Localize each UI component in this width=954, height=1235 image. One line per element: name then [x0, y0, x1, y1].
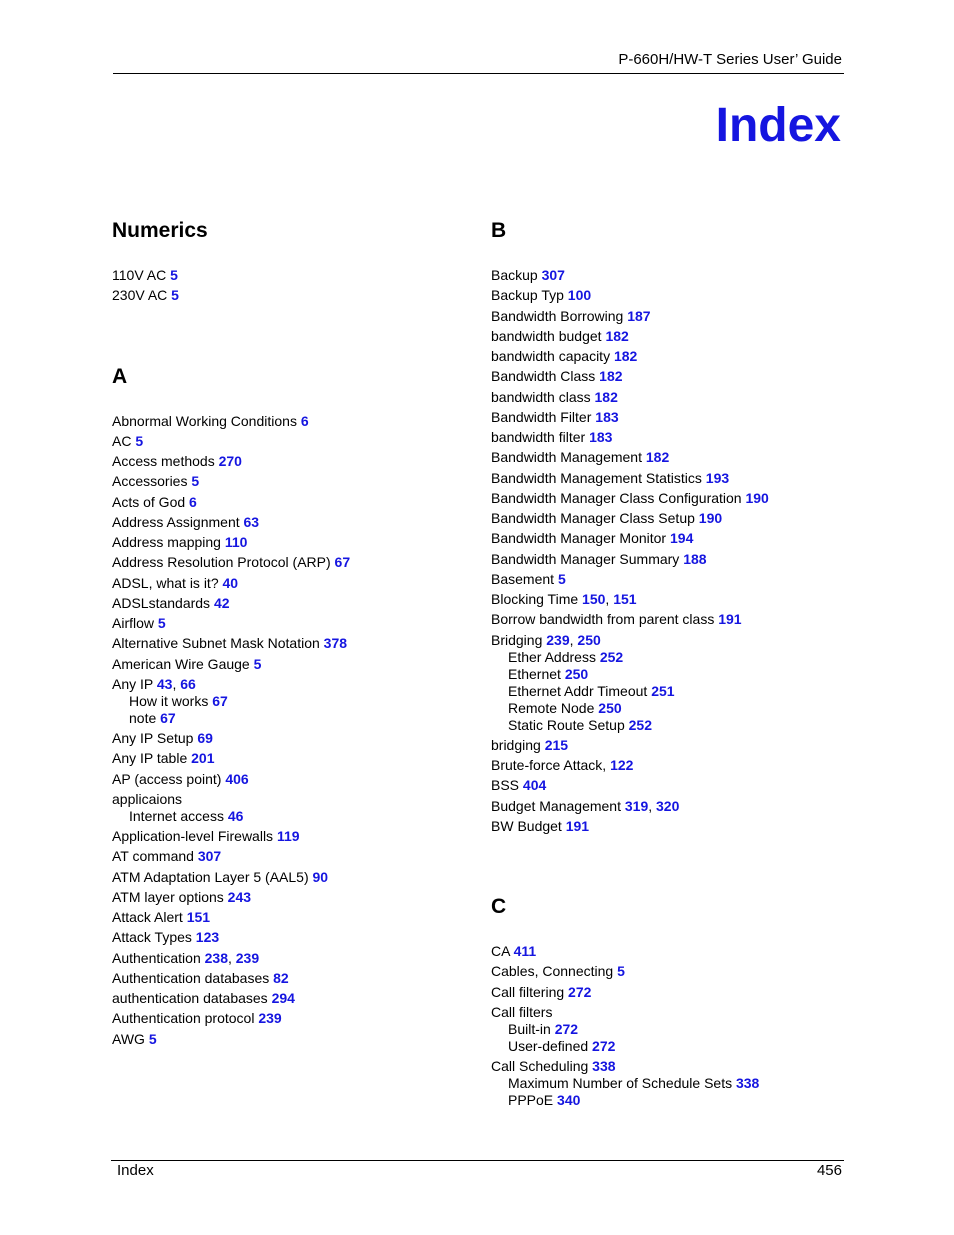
- index-term: Bandwidth Manager Monitor: [491, 530, 670, 547]
- index-term: ATM layer options: [112, 888, 228, 905]
- index-entry: [491, 389, 851, 406]
- index-term: Acts of God: [112, 493, 190, 510]
- page-link[interactable]: 46: [227, 807, 244, 824]
- index-term: Call filtering: [491, 983, 569, 1000]
- page-link[interactable]: 338: [735, 1075, 760, 1091]
- page-link[interactable]: 194: [670, 530, 694, 547]
- index-entry: [491, 449, 851, 466]
- index-term: AT command: [112, 848, 198, 865]
- index-term: Ethernet Addr Timeout: [508, 682, 652, 699]
- index-term: 110V AC: [112, 267, 171, 283]
- index-term: applicaions: [112, 790, 183, 807]
- index-entry: [112, 267, 472, 284]
- index-entry: [112, 635, 472, 652]
- index-entry: [112, 950, 472, 967]
- index-term: bandwidth class: [491, 388, 595, 405]
- page-link[interactable]: 5: [148, 1030, 157, 1047]
- page-link[interactable]: 250: [598, 699, 622, 716]
- index-term: Built-in: [508, 1020, 555, 1037]
- index-term: Attack Types: [112, 929, 196, 946]
- section-heading: A: [112, 364, 128, 388]
- page-link[interactable]: 193: [705, 469, 730, 486]
- page-link[interactable]: 43: [156, 675, 173, 692]
- index-term: Internet access: [129, 807, 228, 824]
- index-column-right: [491, 216, 851, 1112]
- index-term: Bandwidth Manager Class Configuration: [491, 489, 746, 506]
- index-term: 230V AC: [112, 287, 172, 304]
- index-entry: [112, 929, 472, 946]
- index-subentry: [491, 666, 851, 683]
- page-title: Index: [715, 99, 841, 152]
- index-term: Backup Typ: [491, 287, 568, 304]
- index-entry: [491, 963, 851, 980]
- index-term: Borrow bandwidth from parent class: [491, 611, 719, 628]
- index-entry-list: [491, 943, 851, 1109]
- index-entry: [112, 828, 472, 845]
- index-entry: [112, 554, 472, 571]
- index-entry: [112, 730, 472, 747]
- page-link[interactable]: 250: [577, 631, 601, 648]
- index-subentry: [491, 717, 851, 734]
- index-term: Budget Management: [491, 797, 625, 814]
- index-subentry: [112, 808, 472, 825]
- index-entry: [491, 611, 851, 628]
- page-link[interactable]: 90: [312, 868, 329, 885]
- index-subentry: [491, 1075, 851, 1092]
- index-entry: [491, 308, 851, 325]
- index-term: American Wire Gauge: [112, 655, 254, 672]
- section-spacer: [112, 308, 472, 362]
- index-term: BSS: [491, 777, 523, 794]
- page-link[interactable]: 100: [567, 287, 592, 304]
- index-entry: [112, 575, 472, 592]
- page-link[interactable]: 239: [235, 949, 260, 966]
- index-entry: [112, 750, 472, 767]
- index-term: Address mapping: [112, 534, 225, 550]
- page-link[interactable]: 67: [160, 709, 176, 726]
- index-entry: [491, 632, 851, 649]
- index-subentry: [491, 1021, 851, 1038]
- index-entry: [491, 530, 851, 547]
- page-link[interactable]: 182: [613, 348, 638, 364]
- index-entry: [491, 984, 851, 1001]
- index-subentry: [491, 700, 851, 717]
- page-link[interactable]: 272: [554, 1020, 579, 1037]
- index-term: Ether Address: [508, 648, 600, 665]
- index-term: AP (access point): [112, 770, 226, 787]
- index-term: Cables, Connecting: [491, 963, 618, 980]
- index-column-left: [112, 216, 472, 1051]
- index-entry: [112, 534, 472, 551]
- page-link[interactable]: 188: [683, 550, 707, 567]
- index-entry: [491, 1004, 851, 1021]
- section-heading: B: [491, 219, 507, 242]
- index-entry: [112, 676, 472, 693]
- page-separator: ,: [648, 797, 657, 814]
- page-link[interactable]: 5: [253, 655, 262, 672]
- page-link[interactable]: 182: [594, 388, 618, 405]
- page-link[interactable]: 183: [595, 408, 619, 425]
- index-entry: [112, 514, 472, 531]
- index-term: How it works: [129, 692, 213, 709]
- page-link[interactable]: 119: [276, 828, 300, 844]
- index-entry: [112, 990, 472, 1007]
- page-link[interactable]: 272: [568, 983, 592, 1000]
- index-subentry: [491, 683, 851, 700]
- index-subentry: [491, 1038, 851, 1055]
- page-number: 456: [816, 1162, 842, 1179]
- page-link[interactable]: 201: [191, 750, 215, 767]
- index-entry: [491, 490, 851, 507]
- page-link[interactable]: 5: [191, 473, 200, 490]
- page-link[interactable]: 243: [227, 888, 252, 905]
- index-term: bridging: [491, 736, 545, 753]
- index-entry: [491, 348, 851, 365]
- index-term: Bridging: [491, 631, 547, 648]
- index-entry: [491, 409, 851, 426]
- index-entry: [112, 287, 472, 304]
- page-link[interactable]: 307: [541, 267, 565, 283]
- index-term: Backup: [491, 267, 542, 283]
- page-link[interactable]: 5: [170, 267, 178, 283]
- page-link[interactable]: 239: [546, 631, 570, 648]
- page-link[interactable]: 67: [212, 692, 228, 709]
- page-link[interactable]: 6: [300, 412, 309, 429]
- page-link[interactable]: 63: [243, 513, 260, 530]
- index-entry: [491, 757, 851, 774]
- index-term: Bandwidth Filter: [491, 408, 596, 425]
- index-term: Brute-force Attack,: [491, 757, 611, 773]
- index-term: Ethernet: [508, 665, 565, 682]
- page-link[interactable]: 411: [513, 943, 537, 959]
- index-term: Bandwidth Manager Class Setup: [491, 510, 699, 526]
- page-link[interactable]: 183: [589, 429, 613, 445]
- index-term: Call filters: [491, 1003, 553, 1020]
- index-term: Access methods: [112, 453, 219, 469]
- index-term: CA: [491, 943, 514, 959]
- index-term: BW Budget: [491, 817, 566, 834]
- index-entry: [112, 615, 472, 632]
- index-term: AWG: [112, 1030, 149, 1047]
- page-link[interactable]: 250: [564, 665, 589, 682]
- index-term: Attack Alert: [112, 909, 187, 925]
- index-term: Bandwidth Borrowing: [491, 307, 628, 324]
- page-link[interactable]: 190: [698, 510, 723, 526]
- index-entry: [112, 595, 472, 612]
- index-term: PPPoE: [508, 1092, 558, 1108]
- page-link[interactable]: 66: [180, 675, 196, 692]
- page-separator: ,: [227, 949, 236, 966]
- index-entry-list: [491, 267, 851, 835]
- page-link[interactable]: 272: [592, 1037, 616, 1054]
- page-link[interactable]: 191: [718, 611, 742, 628]
- index-entry: [491, 470, 851, 487]
- page-link[interactable]: 191: [565, 817, 590, 834]
- page-link[interactable]: 239: [258, 1010, 282, 1027]
- index-term: Authentication: [112, 949, 205, 966]
- index-entry: [491, 287, 851, 304]
- page-link[interactable]: 82: [273, 969, 289, 986]
- page-link[interactable]: 69: [197, 730, 213, 746]
- index-term: Bandwidth Class: [491, 368, 600, 385]
- index-entry: [491, 943, 851, 960]
- page-link[interactable]: 338: [592, 1058, 616, 1074]
- footer-divider: [111, 1160, 844, 1161]
- index-term: Bandwidth Manager Summary: [491, 550, 684, 567]
- page-link[interactable]: 307: [197, 848, 222, 865]
- index-entry: [112, 1010, 472, 1027]
- index-term: Maximum Number of Schedule Sets: [508, 1075, 736, 1091]
- page-separator: ,: [605, 591, 614, 607]
- index-entry: [491, 368, 851, 385]
- page-link[interactable]: 340: [557, 1092, 581, 1108]
- index-entry: [112, 889, 472, 906]
- index-term: Bandwidth Management Statistics: [491, 469, 706, 486]
- index-entry: [112, 869, 472, 886]
- page-link[interactable]: 378: [323, 635, 348, 652]
- header-divider: [113, 73, 844, 74]
- page-link[interactable]: 42: [213, 594, 230, 611]
- page-link[interactable]: 5: [171, 287, 179, 304]
- section-spacer: [491, 838, 851, 892]
- index-entry: [491, 818, 851, 835]
- index-term: note: [129, 709, 161, 726]
- index-term: Bandwidth Management: [491, 449, 646, 466]
- index-entry: [491, 429, 851, 446]
- index-term: AC: [112, 432, 136, 449]
- index-entry: [491, 571, 851, 588]
- index-entry: [491, 777, 851, 794]
- page-link[interactable]: 123: [195, 929, 220, 946]
- index-term: Any IP Setup: [112, 730, 198, 746]
- page-link[interactable]: 190: [745, 489, 769, 506]
- index-entry: [491, 591, 851, 608]
- index-term: bandwidth filter: [491, 429, 590, 445]
- index-entry: [112, 433, 472, 450]
- index-term: Static Route Setup: [508, 716, 629, 733]
- index-term: ADSLstandards: [112, 594, 214, 611]
- page-link[interactable]: 5: [557, 570, 566, 587]
- index-term: Call Scheduling: [491, 1058, 593, 1074]
- index-entry: [112, 791, 472, 808]
- page-link[interactable]: 40: [222, 574, 239, 591]
- index-term: ATM Adaptation Layer 5 (AAL5): [112, 868, 313, 885]
- index-term: Alternative Subnet Mask Notation: [112, 635, 324, 652]
- page-link[interactable]: 182: [605, 327, 629, 344]
- index-term: Authentication databases: [112, 969, 274, 986]
- index-entry: [491, 267, 851, 284]
- page-link[interactable]: 270: [218, 453, 242, 469]
- page-link[interactable]: 252: [599, 648, 624, 665]
- index-term: bandwidth budget: [491, 327, 606, 344]
- section-heading: C: [491, 895, 507, 918]
- page-link[interactable]: 5: [617, 963, 625, 980]
- page-link[interactable]: 252: [628, 716, 652, 733]
- index-entry: [491, 737, 851, 754]
- page-link[interactable]: 67: [334, 554, 351, 571]
- index-term: authentication databases: [112, 990, 272, 1006]
- page-link[interactable]: 238: [204, 949, 228, 966]
- page-separator: ,: [569, 631, 578, 648]
- index-entry: [112, 970, 472, 987]
- index-term: Any IP table: [112, 750, 192, 767]
- index-term: Accessories: [112, 473, 192, 490]
- page-link[interactable]: 5: [157, 615, 166, 631]
- index-term: Address Resolution Protocol (ARP): [112, 554, 335, 571]
- index-entry: [112, 848, 472, 865]
- page-link[interactable]: 110: [224, 534, 248, 550]
- page-link[interactable]: 151: [613, 591, 637, 607]
- index-entry: [491, 328, 851, 345]
- index-entry: [112, 413, 472, 430]
- index-term: Any IP: [112, 675, 157, 692]
- index-term: ADSL, what is it?: [112, 574, 223, 591]
- index-entry: [112, 473, 472, 490]
- index-term: Blocking Time: [491, 591, 583, 607]
- index-entry: [491, 798, 851, 815]
- index-term: Airflow: [112, 615, 158, 631]
- index-term: Basement: [491, 570, 558, 587]
- index-entry-list: [112, 267, 472, 304]
- index-entry: [112, 453, 472, 470]
- index-term: Remote Node: [508, 699, 599, 716]
- index-subentry: [491, 649, 851, 666]
- section-heading: Numerics: [112, 219, 208, 242]
- page-link[interactable]: 182: [599, 368, 623, 385]
- page-link[interactable]: 251: [651, 682, 675, 699]
- index-term: Authentication protocol: [112, 1010, 259, 1027]
- index-entry: [112, 494, 472, 511]
- page-link[interactable]: 319: [624, 797, 649, 814]
- page-link[interactable]: 5: [135, 432, 144, 449]
- index-entry: [491, 551, 851, 568]
- index-entry-list: [112, 413, 472, 1048]
- index-term: Application-level Firewalls: [112, 828, 277, 844]
- index-subentry: [112, 693, 472, 710]
- index-entry: [112, 1031, 472, 1048]
- page-link[interactable]: 406: [225, 770, 249, 787]
- page-link[interactable]: 215: [544, 736, 569, 753]
- index-entry: [491, 510, 851, 527]
- footer-section-name: Index: [117, 1162, 154, 1179]
- page-link[interactable]: 320: [656, 797, 680, 814]
- index-entry: [112, 656, 472, 673]
- index-term: User-defined: [508, 1037, 593, 1054]
- page-link[interactable]: 187: [627, 307, 651, 324]
- page-link[interactable]: 182: [645, 449, 670, 466]
- page-link[interactable]: 6: [189, 493, 197, 510]
- index-subentry: [491, 1092, 851, 1109]
- index-term: bandwidth capacity: [491, 348, 614, 364]
- index-entry: [491, 1058, 851, 1075]
- header-title: P-660H/HW-T Series User’ Guide: [618, 51, 842, 68]
- index-term: Abnormal Working Conditions: [112, 412, 301, 429]
- page-link[interactable]: 122: [610, 757, 634, 773]
- index-entry: [112, 771, 472, 788]
- page-link[interactable]: 151: [186, 909, 211, 925]
- page-separator: ,: [172, 675, 181, 692]
- page-link[interactable]: 404: [522, 777, 547, 794]
- page-link[interactable]: 150: [582, 591, 606, 607]
- index-term: Address Assignment: [112, 513, 244, 530]
- index-subentry: [112, 710, 472, 727]
- index-entry: [112, 909, 472, 926]
- page-link[interactable]: 294: [271, 990, 295, 1006]
